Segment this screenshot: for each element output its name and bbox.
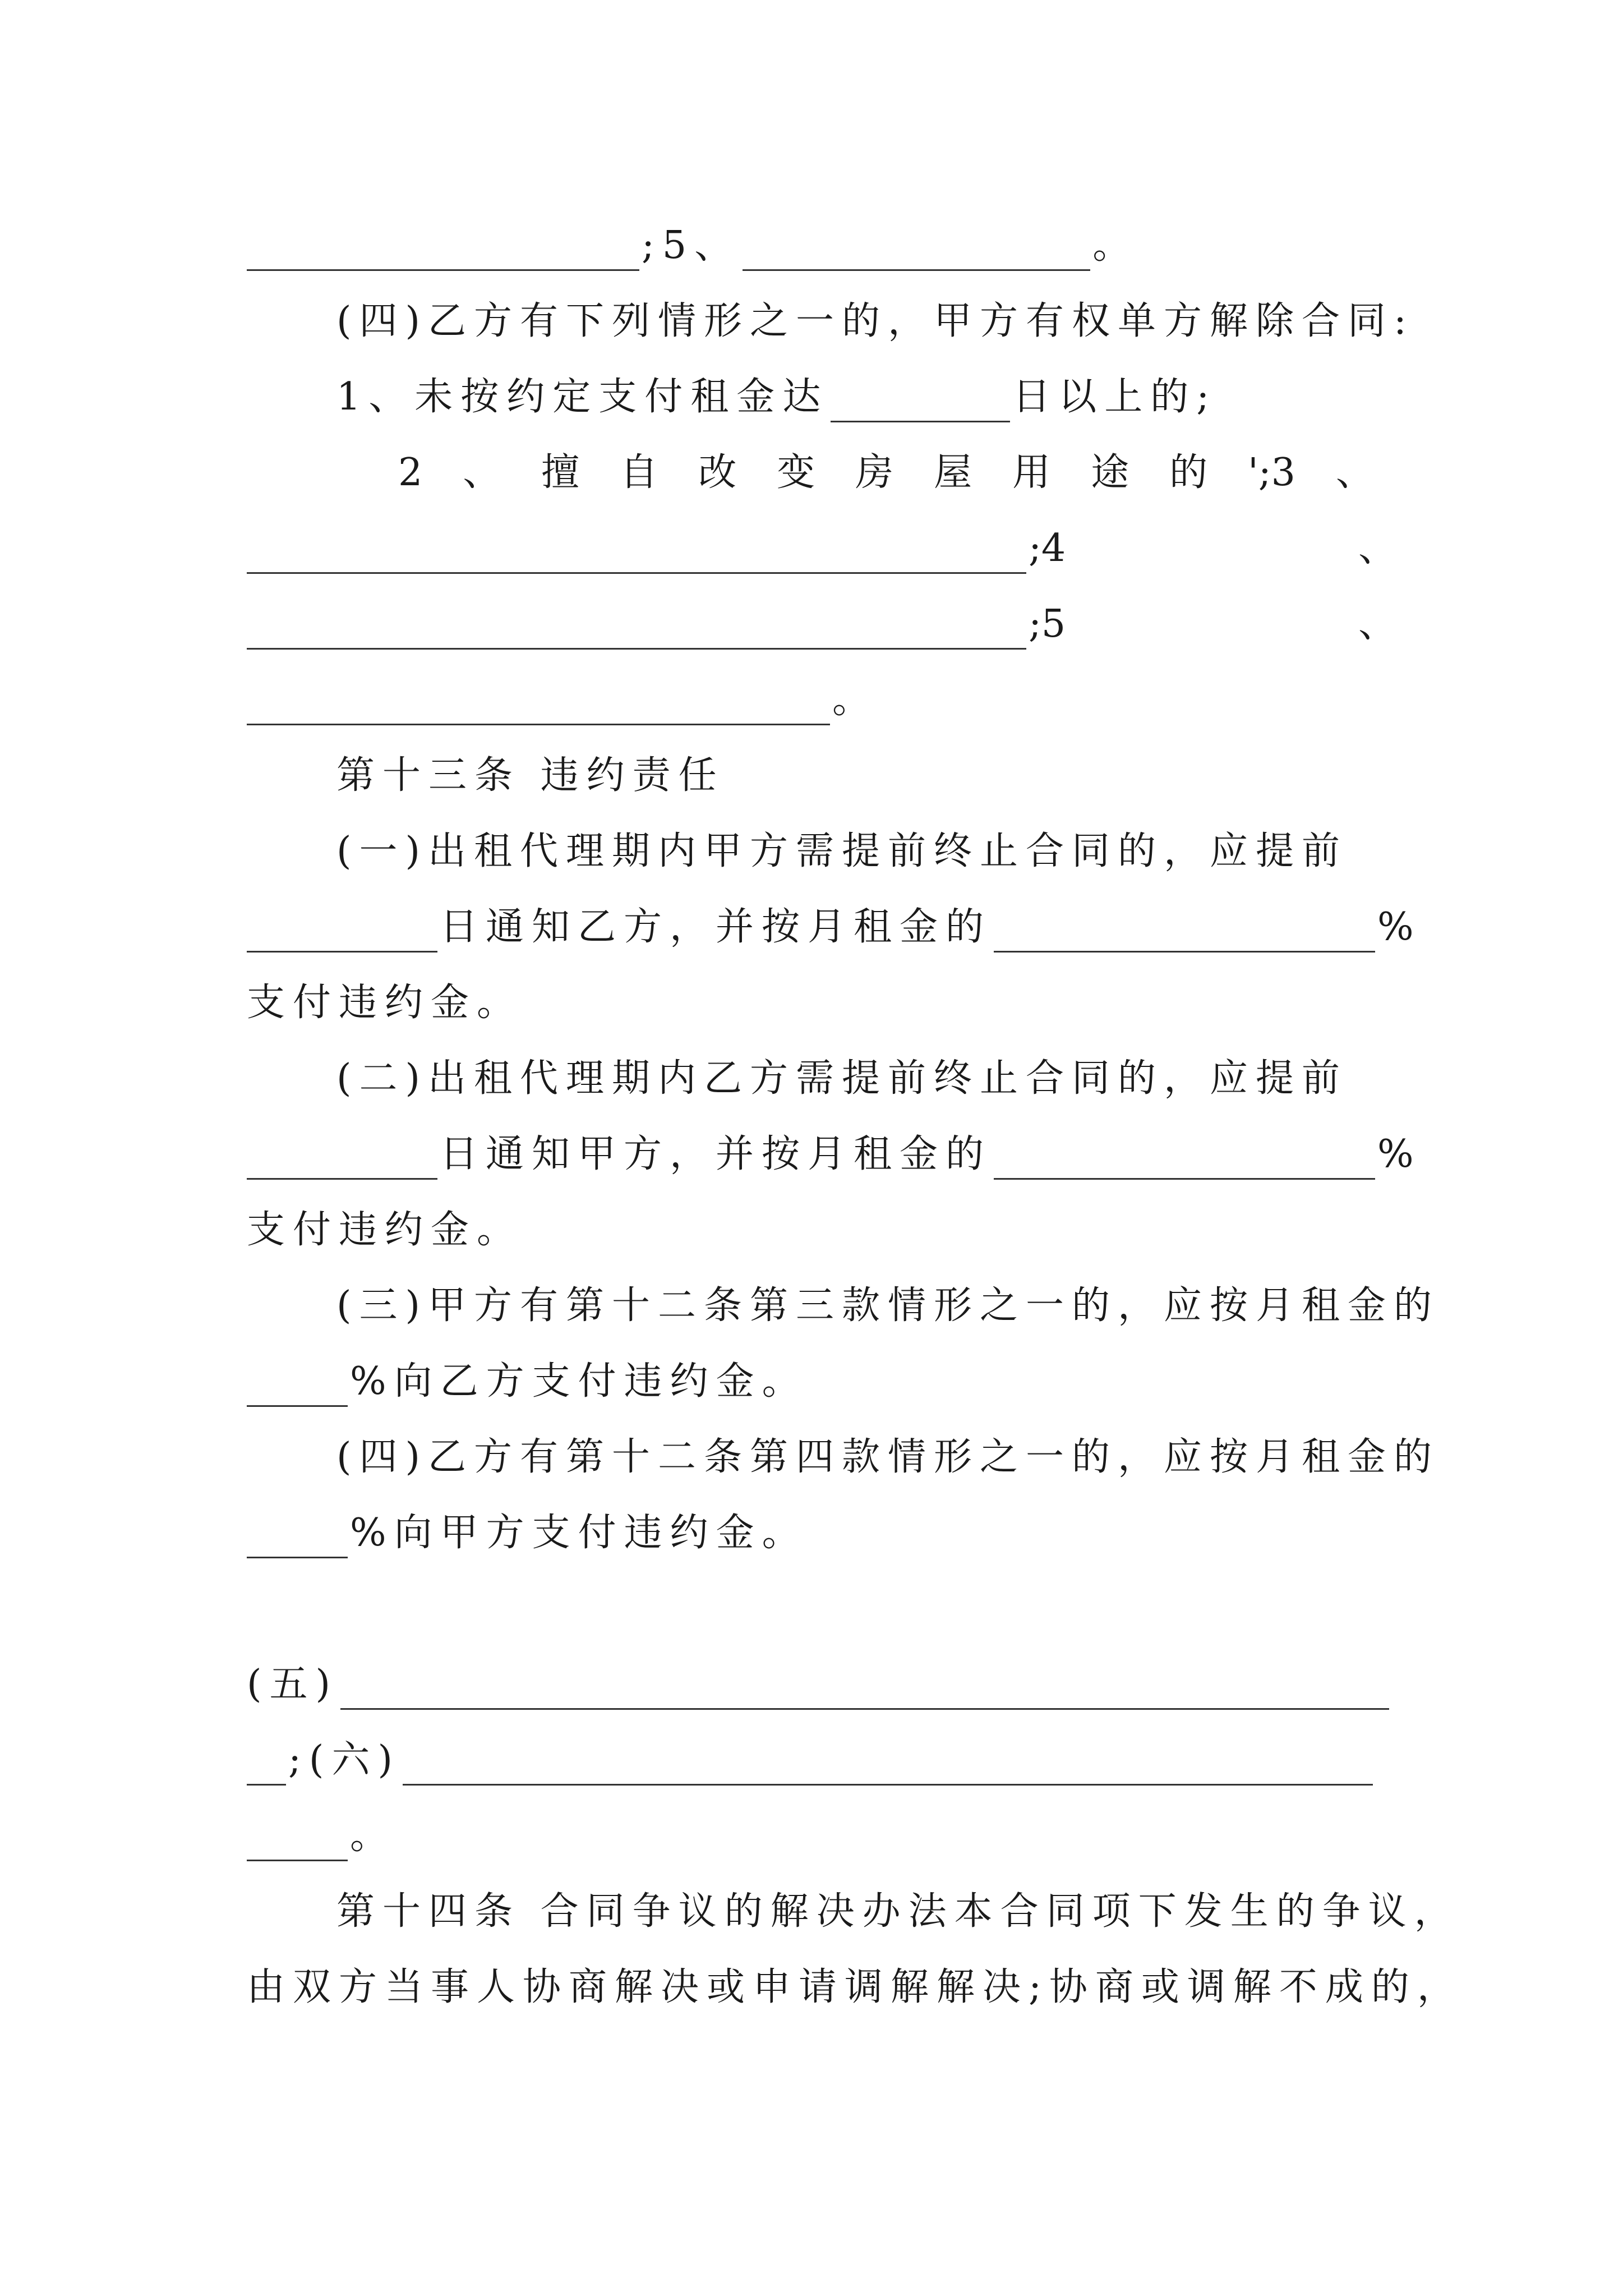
blank-underline (247, 533, 1026, 574)
section-heading: 第十三条 违约责任 (336, 753, 725, 798)
text-segment (247, 599, 1066, 650)
text-segment: ;5 (1029, 602, 1066, 646)
text-segment: 、 (1358, 602, 1396, 646)
text-line (247, 599, 1396, 650)
text-line (247, 675, 878, 725)
text-segment: ';3 (1248, 450, 1295, 495)
text-segment: 自 (620, 450, 658, 495)
text-segment: % (1377, 1132, 1422, 1176)
text-line (247, 1508, 808, 1558)
text-line (336, 372, 1217, 422)
blank-underline (743, 230, 1090, 271)
blank-underline (247, 1366, 348, 1407)
text-line: (四)乙方有第十二条第四款情形之一的，应按月租金的 (336, 1435, 1440, 1479)
text-segment: 房 (855, 450, 894, 495)
blank-underline (994, 912, 1375, 953)
text-line (247, 1811, 396, 1861)
text-line: (四)乙方有下列情形之一的，甲方有权单方解除合同: (336, 299, 1414, 343)
blank-underline (247, 1517, 348, 1558)
text-line (247, 220, 1138, 271)
text-segment: ;(六) (288, 1738, 400, 1782)
text-segment: (五) (247, 1662, 339, 1706)
text-line (247, 523, 1396, 574)
text-line (247, 1735, 1375, 1786)
text-line: (一)出租代理期内甲方需提前终止合同的，应提前 (336, 829, 1348, 873)
text-segment: 、 (1358, 526, 1396, 570)
section-heading: 第十四条 合同争议的解决办法本合同项下发生的争议， (336, 1889, 1460, 1934)
text-line (247, 1659, 1391, 1710)
blank-underline (247, 684, 830, 725)
text-segment: % (1377, 905, 1422, 949)
text-segment: 日通知乙方，并按月租金的 (440, 905, 992, 949)
text-line: (三)甲方有第十二条第三款情形之一的，应按月租金的 (336, 1283, 1440, 1328)
blank-underline (247, 230, 639, 271)
text-segment: 用 (1012, 450, 1051, 495)
text-line (247, 1129, 1422, 1180)
text-line (247, 902, 1422, 953)
blank-underline (340, 1669, 1389, 1710)
blank-underline (247, 609, 1026, 650)
text-segment (247, 523, 1066, 574)
text-segment: %向乙方支付违约金。 (350, 1359, 808, 1404)
blank-underline (994, 1139, 1375, 1180)
text-segment: 的 (1169, 450, 1208, 495)
blank-underline (831, 381, 1010, 422)
blank-underline (403, 1745, 1373, 1786)
text-segment: ;4 (1029, 526, 1066, 570)
text-line (398, 448, 1374, 498)
text-line: 支付违约金。 (247, 981, 523, 1025)
text-segment: 2 (398, 450, 423, 495)
text-line: 支付违约金。 (247, 1208, 523, 1252)
text-segment: 变 (777, 450, 815, 495)
text-segment: %向甲方支付违约金。 (350, 1511, 808, 1555)
text-segment: 擅 (541, 450, 580, 495)
text-segment: 。 (1092, 223, 1139, 268)
text-segment: 途 (1091, 450, 1129, 495)
text-segment: 屋 (934, 450, 972, 495)
blank-underline (247, 912, 437, 953)
text-segment: 日通知甲方，并按月租金的 (440, 1132, 992, 1176)
text-segment: 、 (1335, 450, 1374, 495)
text-segment: 、 (463, 450, 501, 495)
text-line: (二)出租代理期内乙方需提前终止合同的，应提前 (336, 1056, 1348, 1101)
blank-underline (247, 1139, 437, 1180)
text-segment: 改 (698, 450, 737, 495)
text-line (247, 1356, 808, 1407)
text-segment: 1、未按约定支付租金达 (336, 375, 829, 419)
blank-underline (247, 1745, 286, 1786)
text-segment: 。 (832, 678, 879, 722)
text-segment: 日以上的; (1012, 375, 1218, 419)
text-segment: ;5、 (642, 223, 741, 268)
blank-underline (247, 1820, 348, 1861)
text-line: 由双方当事人协商解决或申请调解解决;协商或调解不成的， (247, 1965, 1463, 2009)
text-segment: 。 (350, 1814, 396, 1858)
